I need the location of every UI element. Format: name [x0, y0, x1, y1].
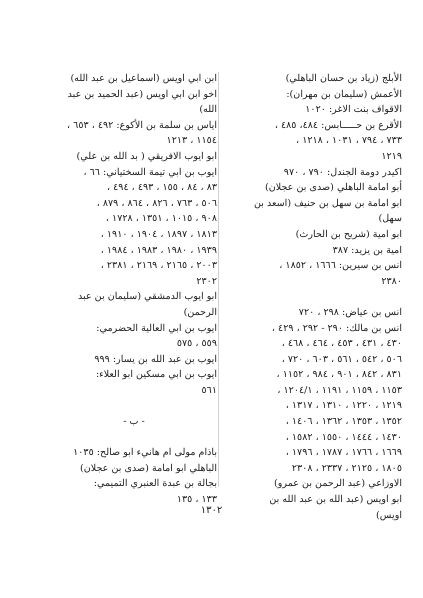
- index-entry-line: ابو امامة بن سهل بن حنيف (اسعد بن: [253, 197, 402, 209]
- index-entry-line: ٨٣ ، ٨٤ ، ١٥٥ ، ٤٩٣ ، ٤٩٤ ،: [107, 182, 217, 194]
- index-entry-line: ابن ابي اويس (اسماعيل بن عبد الله): [70, 73, 217, 84]
- index-entry-line: ١٩٣٩ ، ١٩٨٠ ، ١٩٨٣ ، ١٩٨٤ ،: [100, 244, 217, 256]
- index-entry-line: ٧٣٣ ، ٧٩٤ ، ١٠٣١ ، ١٢١٨ ،: [296, 135, 402, 147]
- index-entry-line: ايوب بن ابي تيمة السختياني: ٦٦ ،: [83, 166, 217, 178]
- column-divider: [218, 72, 219, 487]
- index-entry-line: الأبلج (زياد بن حسان الباهلي): [285, 73, 402, 84]
- index-entry-line: ٥٠٦ ، ٧٦٣ ، ٨٢٦ ، ٨٦٤ ، ٨٧٩ ،: [96, 197, 217, 209]
- index-entry-line: ٨٣١ ، ٨٤٢ ، ٩٠١ ، ٩٨٤ ، ١١٥٢ ،: [276, 369, 402, 381]
- index-entry-line: ٢٣٠٢: [196, 275, 217, 287]
- index-entry-line: انس بن سيرين: ١٦٦٦ ، ١٨٥٢ ،: [279, 260, 402, 272]
- index-entry-line: ٩٠٨ ، ١٠١٥ ، ١٣٥١ ، ١٧٢٨ ،: [105, 213, 217, 225]
- index-entry-line: ٤٣٠ ، ٤٣١ ، ٤٥٣ ، ٤٦٤ ، ٤٦٨ ،: [281, 338, 402, 350]
- right-column: [236, 71, 402, 523]
- index-entry-line: ابو ايوب الدمشقي (سليمان بن عبد: [77, 291, 217, 303]
- index-entry-line: الاقواف بنت الاغر: ١٠٢٠: [305, 104, 402, 116]
- index-entry-line: ابو امية (شريح بن الحارث): [295, 228, 402, 240]
- index-entry-line: - ب -: [123, 416, 145, 428]
- index-entry-line: ١٢١٩: [381, 150, 402, 162]
- index-entry-line: سهل): [378, 213, 402, 225]
- index-entry-line: الله): [199, 104, 217, 116]
- index-entry-line: ٢٣٨٠: [381, 275, 402, 287]
- index-entry-line: ٥٥٩ ، ٥٧٥: [176, 338, 217, 350]
- index-entry-line: ١٦٦٩ ، ١٧٦٦ ، ١٧٨٧ ، ١٧٩٦ ،: [285, 447, 402, 459]
- index-entry-line: ٥٠٦ ، ٥٤٢ ، ٥٦١ ، ٦٠٣ ، ٧٢٠ ،: [281, 353, 402, 365]
- index-entry-line: ١٤٣٠ ، ١٤٤٤ ، ١٥٥٠ ، ١٥٨٢ ،: [285, 431, 402, 443]
- index-entry-line: ابو اويس (عبد الله بن عبد الله بن: [269, 494, 402, 506]
- index-entry-line: انس بن عياض: ٢٩٨ ، ٧٢٠: [298, 306, 402, 318]
- blank-line: [236, 289, 402, 305]
- index-entry-line: اكيدر دومة الجندل: ٧٩٠ ، ٩٧٠: [283, 166, 402, 178]
- blank-line: [51, 398, 217, 414]
- index-entry-line: الأقرع بن حـــــابس: ٤٨٤، ٤٨٥ ،: [274, 119, 402, 131]
- index-entry-line: اخو ابن ابي اويس (عبد الحميد بن عبد: [67, 88, 217, 100]
- index-entry-line: انس بن مالك: ٢٩٠ - ٢٩٢ ، ٤٢٩ ،: [271, 322, 402, 334]
- left-column: [51, 71, 217, 508]
- index-entry-line: بجالة بن عبدة العنبري التميمي:: [93, 478, 217, 490]
- index-entry-line: اياس بن سلمة بن الأكوع: ٤٩٢ ، ٦٥٣ ،: [67, 119, 217, 131]
- index-entry-line: اويس): [376, 509, 402, 521]
- index-entry-line: ١١٥٤ ، ١٢١٣: [166, 135, 217, 147]
- index-entry-line: الاوزاعي (عبد الرحمن بن عمرو): [274, 478, 402, 490]
- index-entry-line: ١٢١٩ ، ١٢٢٠ ، ١٣١٠ ، ١٣١٧ ،: [285, 400, 402, 412]
- index-entry-line: الباهلي ابو امامة (صدى بن عجلان): [79, 462, 217, 474]
- index-entry-line: أبو امامة الباهلي (صدى بن عجلان): [264, 182, 402, 194]
- index-entry-line: ابو ايوب الافريقي ( بد الله بن علي): [76, 150, 217, 162]
- page-number: ١٣٠٢: [200, 505, 223, 516]
- index-entry-line: الرحمن): [183, 306, 217, 318]
- index-entry-line: ايوب بن ابي العالية الحضرمي:: [96, 322, 217, 334]
- index-entry-line: الأعمش (سليمان بن مهران):: [286, 88, 402, 100]
- index-entry-line: ايوب بن ابي مسكين ابو العلاء:: [95, 369, 217, 381]
- index-entry-line: امية بن يزيد: ٣٨٧: [332, 244, 402, 256]
- index-entry-line: ١١٥٣ ، ١١٥٩ ، ١١٩١ ، ١٢٠٤/١ ،: [277, 384, 402, 396]
- index-entry-line: باذام مولى ام هانيء ابو صالح: ١٠٣٥: [73, 447, 217, 459]
- index-entry-line: ايوب بن عبد الله بن يسار: ٩٩٩: [94, 353, 217, 365]
- index-entry-line: ١٣٣ ، ١٣٥: [176, 494, 217, 506]
- index-entry-line: ١٨٠٥ ، ٢١٢٥ ، ٢٣٣٧ ، ٢٣٠٨: [291, 462, 402, 474]
- index-entry-line: ١٨١٣ ، ١٨٩٧ ، ١٩٠٤ ، ١٩١٠ ،: [100, 228, 217, 240]
- index-entry-line: ١٣٥٢ ، ١٣٥٣ ، ١٣٦٢ ، ١٤٠٦ ،: [285, 416, 402, 428]
- index-entry-line: ٢٠٠٣ ، ٢١٦٥ ، ٢١٦٩ ، ٢٣٨١ ،: [100, 260, 217, 272]
- index-entry-line: ٥٦١: [201, 384, 217, 396]
- blank-line: [51, 430, 217, 446]
